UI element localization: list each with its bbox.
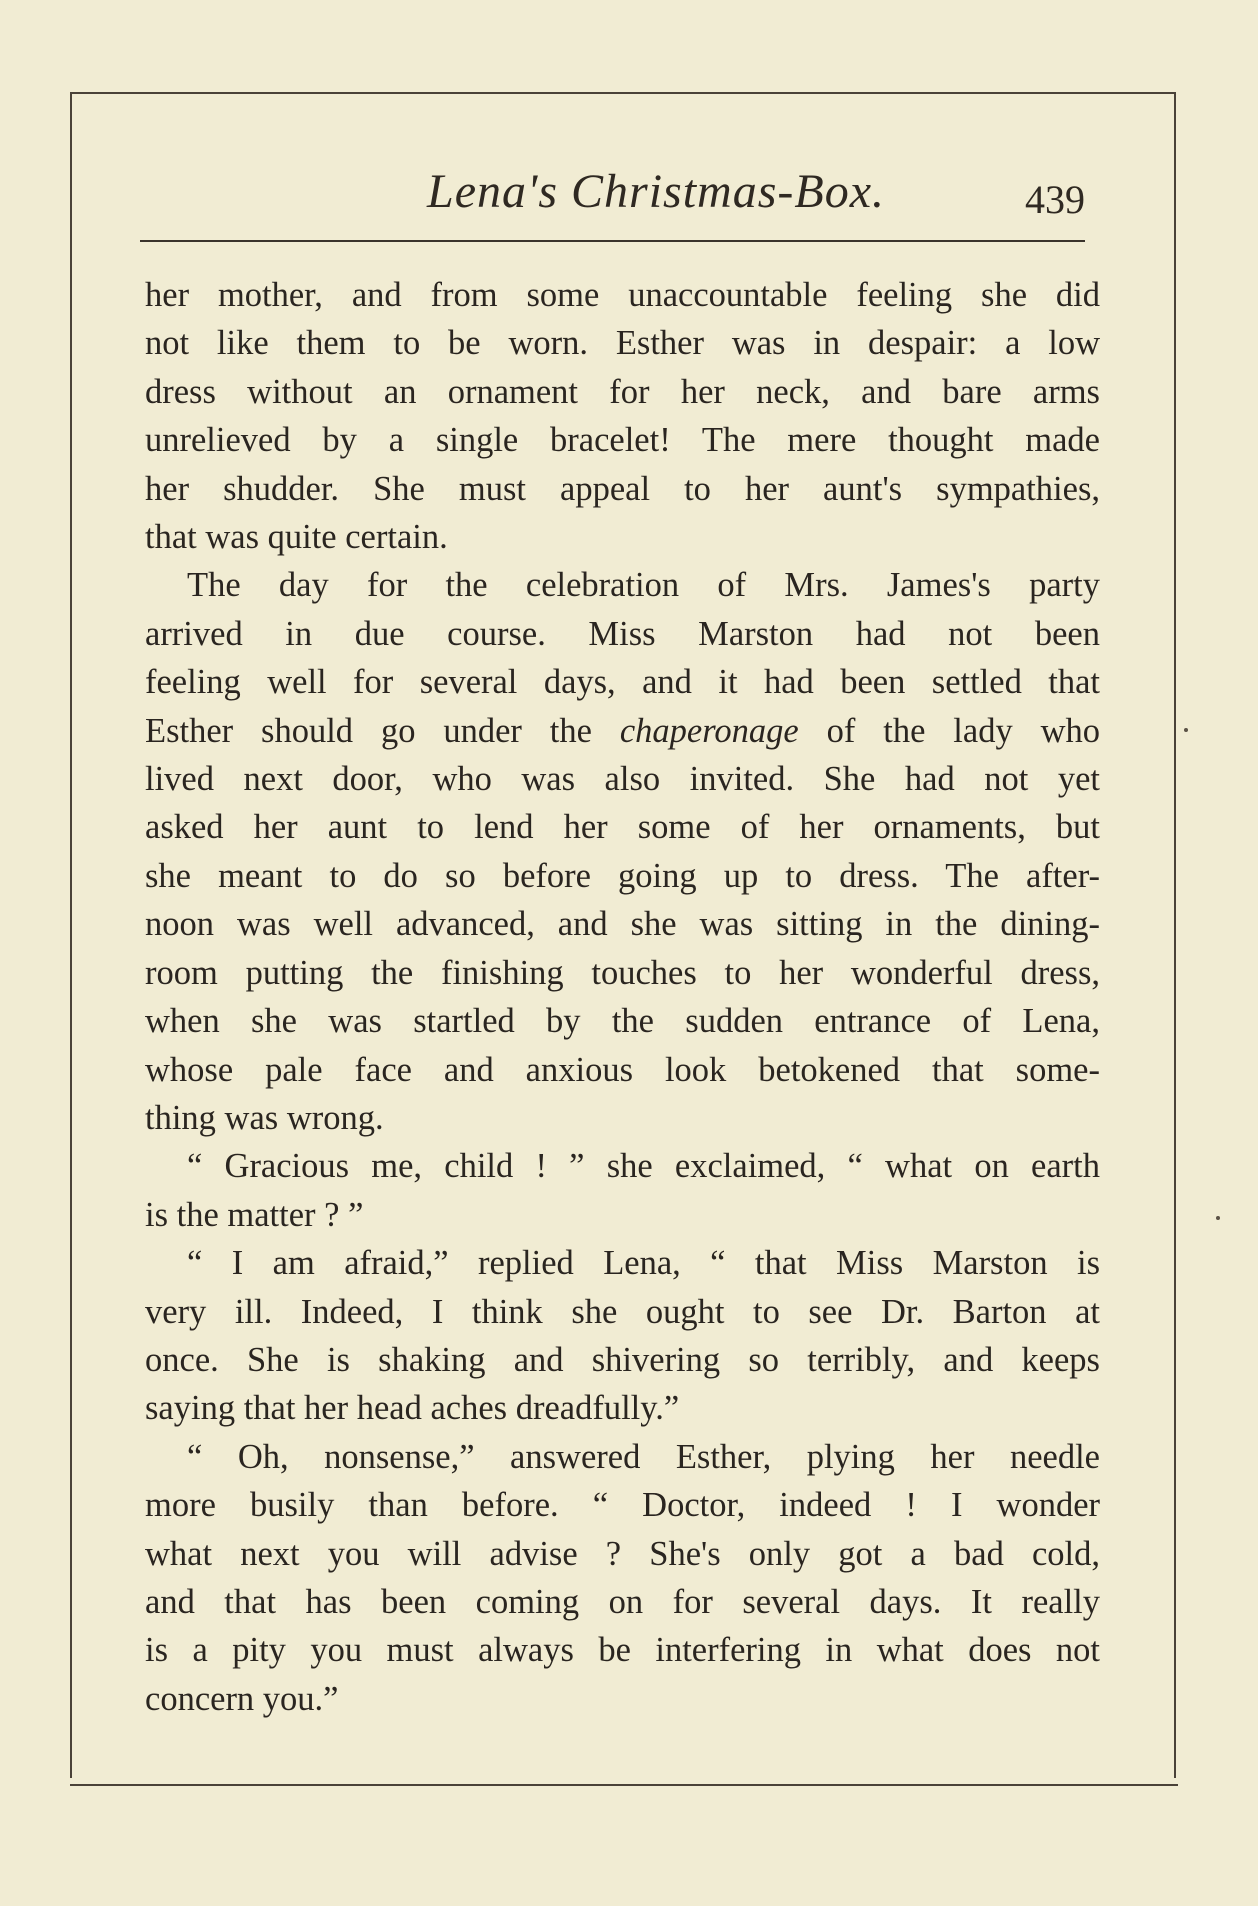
- text-line: noon was well advanced, and she was sitting in the dining-: [145, 905, 1100, 944]
- text-line: is the matter ? ”: [145, 1195, 364, 1234]
- text-line: her shudder. She must appeal to her aunt's sympathies,: [145, 469, 1100, 508]
- text-line: arrived in due course. Miss Marston had not been: [145, 614, 1100, 653]
- text-line: more busily than before. “ Doctor, indeed ! I wonder: [145, 1486, 1100, 1525]
- text-line: what next you will advise ? She's only got a bad cold,: [145, 1534, 1100, 1573]
- text-line: when she was startled by the sudden entrance of Lena,: [145, 1002, 1100, 1041]
- text-line: saying that her head aches dreadfully.”: [145, 1389, 680, 1428]
- italic-term: chaperonage: [619, 711, 799, 750]
- text-line: that was quite certain.: [145, 518, 448, 557]
- text-line: “ Oh, nonsense,” answered Esther, plying her needle: [187, 1437, 1100, 1476]
- page-body: [145, 271, 1100, 1723]
- text-line: not like them to be worn. Esther was in despair: a low: [145, 324, 1100, 363]
- text-line: and that has been coming on for several days. It really: [145, 1582, 1100, 1621]
- text-line: [145, 707, 1100, 755]
- text-line: “ I am afraid,” replied Lena, “ that Miss Marston is: [187, 1244, 1100, 1283]
- text-line: once. She is shaking and shivering so terribly, and keeps: [145, 1340, 1100, 1379]
- text-line: dress without an ornament for her neck, and bare arms: [145, 372, 1100, 411]
- text-line: thing was wrong.: [145, 1098, 384, 1137]
- text-line: whose pale face and anxious look betokened that some-: [145, 1050, 1100, 1089]
- text-line: lived next door, who was also invited. She had not yet: [145, 760, 1100, 799]
- text-line: her mother, and from some unaccountable feeling she did: [145, 276, 1100, 314]
- text-line: asked her aunt to lend her some of her ornaments, but: [145, 808, 1100, 847]
- text-line: concern you.”: [145, 1679, 339, 1718]
- text-line: is a pity you must always be interfering in what does not: [145, 1631, 1100, 1670]
- text-line: she meant to do so before going up to dress. The after-: [145, 856, 1100, 895]
- page-number: 439: [1025, 177, 1085, 222]
- text-fragment: Esther should go under the: [145, 711, 592, 750]
- paper-speck: [1216, 1216, 1220, 1220]
- text-line: room putting the finishing touches to her wonderful dress,: [145, 953, 1100, 992]
- paper-speck: [1184, 728, 1188, 732]
- text-line: The day for the celebration of Mrs. James's party: [187, 566, 1100, 605]
- page-border-bottom: [70, 1784, 1178, 1786]
- text-line: feeling well for several days, and it had been settled that: [145, 663, 1100, 702]
- text-line: “ Gracious me, child ! ” she exclaimed, “ what on earth: [187, 1147, 1100, 1186]
- text-line: very ill. Indeed, I think she ought to see Dr. Barton at: [145, 1292, 1100, 1331]
- running-header: [140, 164, 1085, 242]
- running-title: Lena's Christmas-Box.: [427, 165, 885, 218]
- text-line: unrelieved by a single bracelet! The mere thought made: [145, 421, 1100, 460]
- text-fragment: of the lady who: [826, 711, 1101, 750]
